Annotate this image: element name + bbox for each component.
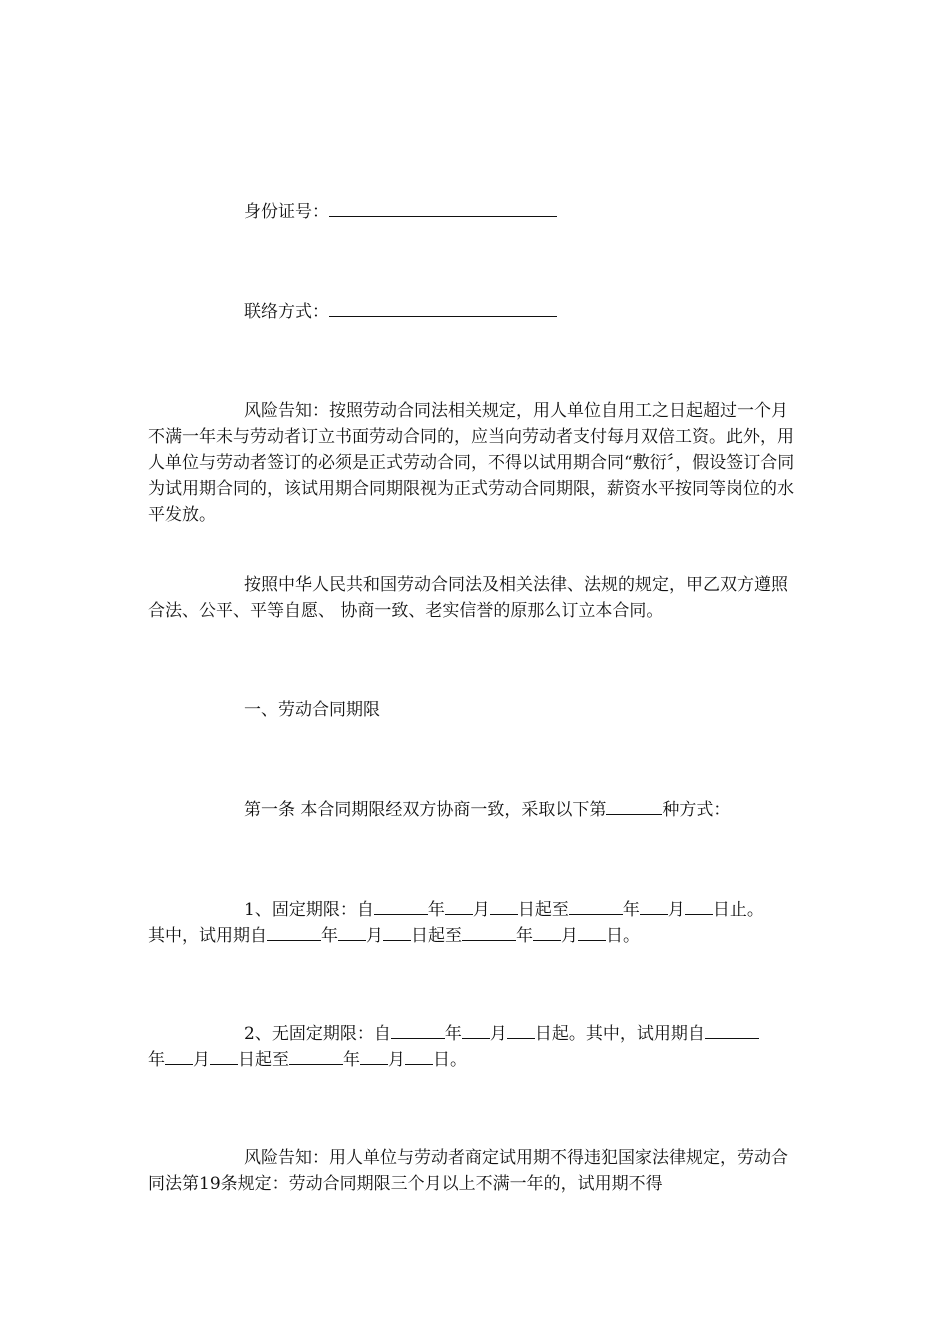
article-1-suffix: 种方式： xyxy=(662,800,731,820)
id-number-blank[interactable] xyxy=(329,200,557,217)
article-1-blank[interactable] xyxy=(606,798,662,815)
risk-notice-2: 风险告知：用人单位与劳动者商定试用期不得违犯国家法律规定，劳动合同法第19条规定：劳动合同期限三个月以上不满一年的，试用期不得 xyxy=(148,1148,788,1194)
id-number-label: 身份证号： xyxy=(244,202,329,222)
intro-paragraph: 按照中华人民共和国劳动合同法及相关法律、法规的规定，甲乙双方遵照合法、公平、平等自愿、 协商一致、老实信誉的原那么订立本合同。 xyxy=(148,575,788,621)
section-1-title: 一、劳动合同期限 xyxy=(244,700,380,720)
option-1: 1、固定期限：自 年 月 日起至 年 月 日止。 其中，试用期自 年 月 日起至 年 月 日。 xyxy=(148,900,764,946)
contact-label: 联络方式： xyxy=(244,302,329,322)
contact-line xyxy=(244,299,557,325)
option-2: 2、无固定期限：自 年 月 日起。其中，试用期自 年 月 日起至 年 月 日。 xyxy=(148,1021,800,1073)
risk-notice-1: 风险告知：按照劳动合同法相关规定，用人单位自用工之日起超过一个月不满一年未与劳动者订立书面劳动合同的，应当向劳动者支付每月双倍工资。此外，用人单位与劳动者签订的必须是正式劳动合同，不得以试用期合同“敷衍〞，假设签订合同为试用期合同的，该试用期合同期限视为正式劳动合同期限，薪资水平按同等岗位的水平发放。 xyxy=(148,401,795,525)
article-1-prefix: 第一条 本合同期限经双方协商一致，采取以下第 xyxy=(244,800,607,820)
article-1 xyxy=(244,797,730,823)
id-number-line xyxy=(244,199,557,225)
contact-blank[interactable] xyxy=(329,300,557,317)
